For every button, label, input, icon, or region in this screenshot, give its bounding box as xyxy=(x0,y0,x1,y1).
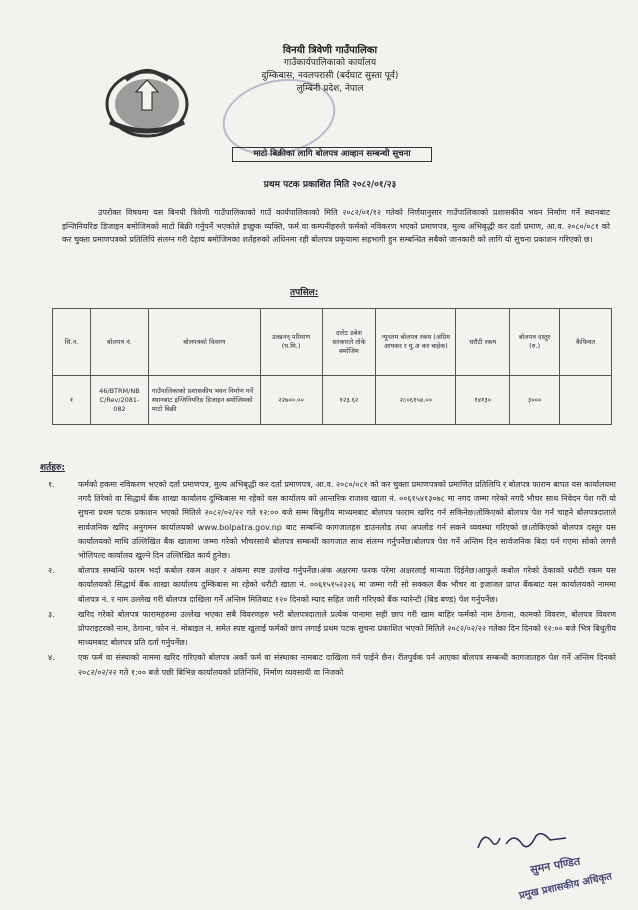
cell-min-amount: २८०६१५४.०० xyxy=(376,376,456,425)
cell-quantity: २२७००.०० xyxy=(260,376,322,425)
term-item xyxy=(40,478,616,563)
signatory-title: प्रमुख प्रशासकीय अधिकृत xyxy=(518,871,613,902)
term-number: १. xyxy=(48,480,55,489)
term-text: फर्मको हकमा नविकरण भएको दर्ता प्रमाणपत्र, मुल्य अभिबृद्धी कर दर्ता प्रमाणपत्र, आ.व. २०८०/०८१ को कर चुक्ता प्रमाणपत्रको प्रमाणित प्रतिलिपि र बोलपत्र फाराम बापत यस कार्यालयमा नगदै तिरेको वा सिद्धार्थ बैंक शाखा कार्यालय दुम्किबास मा रहेको यस कार्यालय को आन्तरिक राजश्व खाता नं. ००६१५४१३०७८ मा नगद जम्मा गरेको नगदै भौचर साथ निवेदन पेश गरी यो सुचना प्रथम पटक प्रकाशन भएको मितिले २०८२/०२/२२ गते १२:०० बजे सम्म बिधुतीय माध्यमबाट बोलपत्र फाराम खरिद गर्न सकिनेछ।तोकिएको बोलपत्र पेश गर्न चाहने बोलपत्रदाताले सार्वजनिक खरिद अनुगमन कार्यालयको www.bolpatra.gov.np बाट सम्बन्धि कागजातहरु डाउनलोड तथा अपलोड गर्न सकने व्यवस्था गरिएको छ।तोकिएको बोलपत्र दस्तुर यस कार्यालयको माथि उल्लिखित बैंक खातामा जम्मा गरेको भौचरसाथै बोलपत्र सम्बन्धी कागजात साथ संलग्न गर्नुपर्नेछ।बोलपत्र पेश गर्ने अन्तिम दिन सार्वजनिक बिदा पर्न गएमा सोको लगत्तै भोलिपल्ट कार्यालय खुल्ने दिन उल्लिखित कार्य हुनेछ। xyxy=(78,480,616,561)
nepal-emblem-logo xyxy=(96,62,198,142)
cell-rate: १२३.६२ xyxy=(322,376,376,425)
office-name: विनयी त्रिवेणी गाउँपालिका xyxy=(282,45,378,56)
term-number: ३. xyxy=(48,609,55,619)
office-subtitle: गाउँकार्यपालिकाको कार्यालय xyxy=(283,58,377,68)
term-text: बोलपत्र सम्बन्धि फारम भर्दा कबोल रकम अक्षर र अंकमा स्पष्ट उल्लेख गर्नुपर्नेछ।अंक अक्षरमा फरक परेमा अक्षरलाई मान्यता दिईनेछ।आफुले कबोल गरेको ठेकाको धरौटी रकम यस कार्यालयको सिद्धार्थ बैंक शाखा कार्यालय दुम्किबास मा रहेको धरौटी खाता नं. ००६१५१५२३२६ मा जम्मा गरी सो सक्कल बैंक भौचर वा इजाजत प्राप्त बैंकबाट यस कार्यालयको नाममा बोलपत्र नं. र नाम उल्लेख गरी बोलपत्र दाखिला गर्ने अन्तिम मितिबाट १२० दिनको म्याद सहित जारी गरिएको बैंक ग्यारेन्टी (बिड बण्ड) पेश गर्नुपर्नेछ। xyxy=(78,566,616,604)
column-header: बोलपत्र नं. xyxy=(90,309,148,376)
terms-list xyxy=(40,478,616,681)
cell-bid-no: 46/BTRM/NB C/Rev/2081-082 xyxy=(90,376,148,425)
column-header: दररेट प्रबेश सरकारले तोके बमोजिम xyxy=(322,309,376,376)
term-number: ४. xyxy=(48,653,55,663)
term-item xyxy=(40,651,616,679)
column-header: बोलपत्र दस्तुर (रु.) xyxy=(510,309,560,376)
column-header: उत्खनन् परिमाण (घ.मि.) xyxy=(260,309,322,376)
term-number: २. xyxy=(48,566,55,576)
cell-fee: ३००० xyxy=(510,376,560,425)
table-header-row xyxy=(53,309,612,376)
intro-paragraph: उपरोक्त विषयमा यस बिनयी त्रिवेणी गाउँपालिकाको गाउँ कार्यपालिकाको मिति २०८२/०१/१२ गतेको निर्णयानुसार गाउँपालिकाको प्रशासकीय भवन निर्माण गर्ने स्थानबाट इन्जिनियरिङ डिजाइन बमोजिमको माटो बिक्री गर्नुपर्ने भएकोले इच्छुक व्यक्ति, फर्म वा कम्पनीहरुले फर्मको नविकरण भएको प्रमाणपत्र, मुल्य अभिबृद्धी कर दर्ता प्रमाण, आ.व. २०८०/०८१ को कर चुक्ता प्रमाणपत्रको प्रतिलिपि संलग्न गरी देहाय बमोजिमका शर्तहरुको अधिनमा रही बोलपत्र प्रकृयामा सहभागी हुन सम्बन्धित सबैको जानकारी को लागि यो सुचना प्रकाशन गरिएको छ। xyxy=(62,208,610,244)
notice-title: माटो बिक्रीका लागि बोलपत्र आव्हान सम्बन्धी सूचना xyxy=(232,147,432,162)
term-item xyxy=(40,564,616,607)
office-address: दुम्किबास, नवलपरासी (बर्दघाट सुस्ता पूर्व) xyxy=(261,71,399,81)
office-header xyxy=(220,44,440,96)
bid-details-table xyxy=(52,308,612,425)
term-item xyxy=(40,608,616,651)
cell-sn: १ xyxy=(53,376,91,425)
cell-description: गाउँपालिकाको प्रशासकीय भवन निर्माण गर्ने स्थानबाट इन्जिनियरिङ डिजाइन बमोजिमको माटो बिक्री xyxy=(148,376,260,425)
signatory-name: सुमन पण्डित xyxy=(529,854,582,877)
term-text: खरिद गरेको बोलपत्र फारामहरुमा उल्लेख भएका सबै विवरणहरु भरी बोलपत्रदाताले प्रत्येक पानामा सही छाप गरी खाम बाहिर फर्मको नाम ठेगाना, कामको विवरण, बोलपत्र विवरण प्रोपराइटरको नाम, ठेगाना, फोन नं. मोबाइल नं. समेत स्पष्ट खुलाई फर्मको छाप लगाई प्रथम पटक सुचना प्रकाशित भएको मितिले २०८२/०२/२२ गतेका दिन दिनको १२:०० बजे भित्र बिधुतीय माध्यमबाट बोलपत्र प्रति दर्ता गर्नुपर्नेछ। xyxy=(78,609,616,648)
cell-remarks xyxy=(560,376,612,425)
table-row xyxy=(53,376,612,425)
term-text: एक फर्म वा संस्थाको नाममा खरिद गरिएको बोलपत्र अर्को फर्म वा संस्थाका नामबाट दाखिला गर्न पाईने छैन। रीतपुर्वक पर्न आएका बोलपत्र सम्बन्धी कागजातहरु पेश गर्ने अन्तिम दिनको २०८२/०२/२२ गते १:०० बजे पछी बिभिन्न कार्यालयको प्रतिनिधि, निर्माण व्यवसायी वा निजको xyxy=(78,653,616,677)
column-header: धरौटी रकम xyxy=(456,309,510,376)
cell-deposit: १४१३० xyxy=(456,376,510,425)
column-header: न्यूनतम बोलपत्र रकम (अग्रिम आयकर र मु.अ कर बाहेक) xyxy=(376,309,456,376)
handwritten-signature xyxy=(470,826,580,856)
column-header: सि.न. xyxy=(53,309,91,376)
column-header: कैफियत xyxy=(560,309,612,376)
column-header: बोलपत्रको विवरण xyxy=(148,309,260,376)
terms-heading: शर्तहरु: xyxy=(40,463,66,473)
first-publication-date: प्रथम पटक प्रकाशित मिति २०८२/०१/२३ xyxy=(263,180,397,190)
table-heading: तपसिल: xyxy=(290,288,319,298)
office-province: लुम्बिनी प्रदेश, नेपाल xyxy=(296,84,364,94)
